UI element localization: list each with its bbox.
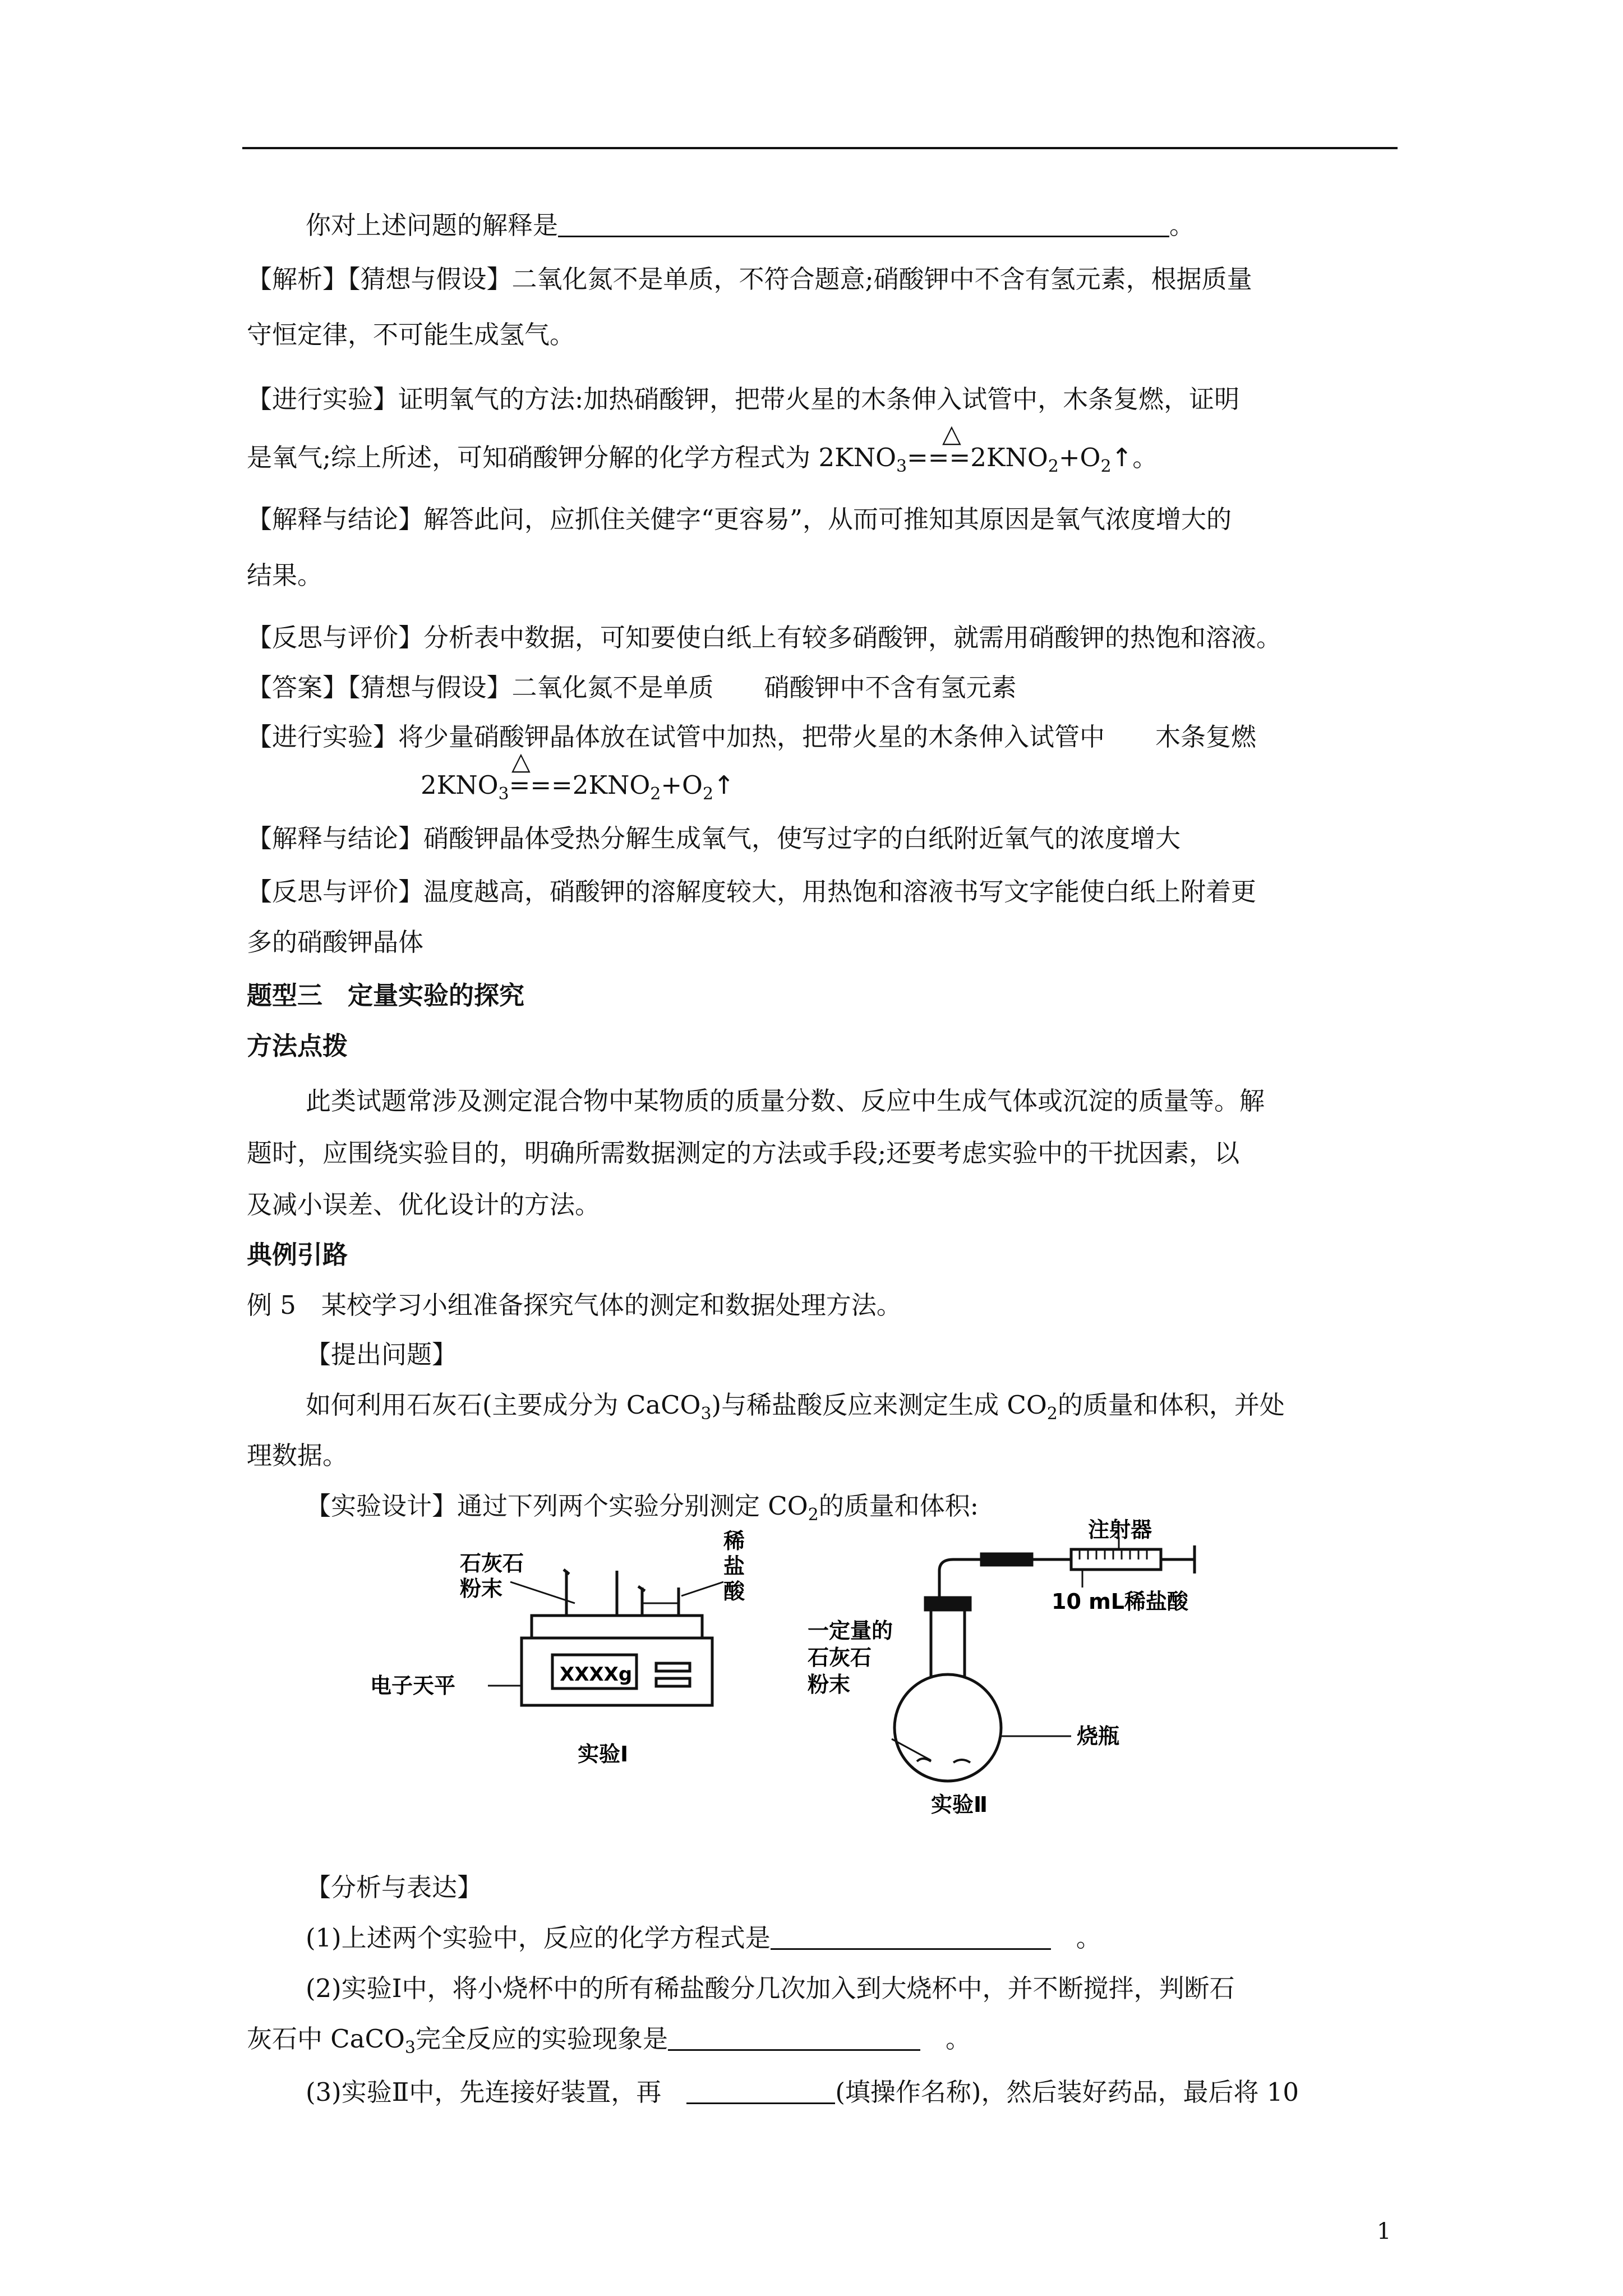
formula: 2KNO — [818, 443, 896, 472]
text-line: 此类试题常涉及测定混合物中某物质的质量分数、反应中生成气体或沉淀的质量等。解 — [306, 1086, 1265, 1116]
gas-arrow-icon: ↑ — [1111, 443, 1133, 472]
text: 完全反应的实验现象是 — [415, 2024, 668, 2054]
text-line: 结果。 — [247, 560, 323, 590]
subscript: 2 — [650, 784, 661, 804]
formula: 2KNO — [970, 443, 1048, 472]
label-syringe: 注射器 — [1088, 1517, 1152, 1542]
text-line — [306, 2076, 1299, 2109]
text: 灰石中 CaCO — [247, 2024, 405, 2054]
label-balance: 电子天平 — [370, 1673, 456, 1698]
balance-button-icon — [656, 1663, 690, 1671]
formula: 2KNO — [421, 770, 499, 800]
label-flask: 烧瓶 — [1077, 1724, 1120, 1749]
answer-blank — [771, 1924, 1051, 1950]
label-sample: 粉末 — [808, 1672, 851, 1697]
label-acid: 酸 — [723, 1579, 745, 1604]
balance-button-icon — [656, 1678, 690, 1686]
formula: +O — [1058, 443, 1101, 472]
text-line: 题时，应围绕实验目的，明确所需数据测定的方法或手段;还要考虑实验中的干扰因素，以 — [247, 1138, 1240, 1168]
text-line: 理数据。 — [247, 1441, 348, 1470]
gas-arrow-icon: ↑ — [713, 770, 735, 800]
label-sample: 一定量的 — [808, 1618, 893, 1643]
label-acid: 盐 — [723, 1554, 745, 1579]
text-line: 【进行实验】将少量硝酸钾晶体放在试管中加热，把带火星的木条伸入试管中 木条复燃 — [247, 722, 1257, 752]
equals: === — [509, 770, 573, 800]
equals: === — [907, 443, 971, 472]
subscript: 2 — [1100, 457, 1112, 476]
text-line: (2)实验Ⅰ中，将小烧杯中的所有稀盐酸分几次加入到大烧杯中，并不断搅拌，判断石 — [306, 1973, 1235, 2003]
text: 你对上述问题的解释是 — [306, 210, 559, 240]
text-line: 【反思与评价】分析表中数据，可知要使白纸上有较多硝酸钾，就需用硝酸钾的热饱和溶液。 — [247, 623, 1282, 652]
text: 。 — [1169, 210, 1195, 240]
section-heading: 典例引路 — [247, 1240, 348, 1269]
heat-symbol-icon: △ — [511, 747, 531, 776]
text: (3)实验Ⅱ中，先连接好装置，再 — [306, 2077, 662, 2107]
balance-top-icon — [532, 1616, 702, 1638]
subscript: 2 — [702, 784, 714, 804]
subscript: 3 — [700, 1404, 712, 1424]
text-line — [306, 1921, 1101, 1955]
text: 【实验设计】通过下列两个实验分别测定 CO — [306, 1491, 808, 1521]
text-line: 【进行实验】证明氧气的方法:加热硝酸钾，把带火星的木条伸入试管中，木条复燃，证明 — [247, 384, 1240, 414]
subscript: 3 — [896, 457, 907, 476]
label-acid-volume: 10 mL稀盐酸 — [1052, 1589, 1188, 1614]
formula: +O — [661, 770, 703, 800]
section-heading: 题型三 定量实验的探究 — [247, 981, 525, 1010]
text: 是氧气;综上所述，可知硝酸钾分解的化学方程式为 — [247, 443, 811, 472]
label-powder: 粉末 — [460, 1576, 503, 1601]
label-acid: 稀 — [723, 1529, 745, 1553]
subscript: 2 — [808, 1505, 819, 1525]
answer-blank — [558, 211, 1169, 237]
text: (填操作名称)，然后装好药品，最后将 10 — [835, 2077, 1299, 2107]
formula: 2KNO — [572, 770, 651, 800]
text-line: 【解释与结论】硝酸钾晶体受热分解生成氧气，使写过字的白纸附近氧气的浓度增大 — [247, 823, 1181, 853]
text: 的质量和体积，并处 — [1057, 1390, 1285, 1420]
text-line — [247, 2022, 971, 2065]
text-line: 例 5 某校学习小组准备探究气体的测定和数据处理方法。 — [247, 1290, 902, 1320]
text-line: 【提出问题】 — [306, 1340, 458, 1369]
text-line: 【反思与评价】温度越高，硝酸钾的溶解度较大，用热饱和溶液书写文字能使白纸上附着更 — [247, 877, 1257, 907]
text-line: 【分析与表达】 — [306, 1872, 483, 1902]
chem-equation — [421, 769, 735, 811]
small-beaker-icon — [642, 1588, 679, 1616]
text: 。 — [946, 2024, 971, 2054]
text: 。 — [1132, 443, 1158, 472]
large-beaker-icon — [566, 1571, 617, 1616]
label-sample: 石灰石 — [808, 1645, 872, 1670]
text-line — [306, 209, 1195, 242]
text: (1)上述两个实验中，反应的化学方程式是 — [306, 1923, 771, 1953]
subscript: 3 — [404, 2038, 416, 2058]
subscript: 2 — [1046, 1404, 1058, 1424]
flask-icon — [895, 1674, 1001, 1781]
text-line: 【解释与结论】解答此问，应抓住关健字“更容易”，从而可推知其原因是氧气浓度增大的 — [247, 504, 1232, 534]
subscript: 2 — [1048, 457, 1059, 476]
stopper-icon — [925, 1598, 970, 1610]
header-rule — [242, 147, 1398, 149]
text: 的质量和体积: — [818, 1491, 979, 1521]
heat-symbol-icon: △ — [942, 420, 961, 448]
text-line — [306, 1489, 979, 1532]
text-line — [247, 441, 1158, 484]
rubber-tube-icon — [981, 1554, 1032, 1565]
text: 。 — [1076, 1923, 1101, 1953]
caption-exp2: 实验Ⅱ — [931, 1792, 988, 1817]
text-line: 守恒定律，不可能生成氢气。 — [247, 320, 575, 349]
answer-blank — [686, 2078, 835, 2104]
text: 如何利用石灰石(主要成分为 CaCO — [306, 1390, 701, 1420]
label-limestone: 石灰石 — [460, 1551, 524, 1576]
answer-blank — [668, 2024, 920, 2051]
caption-exp1: 实验Ⅰ — [578, 1742, 629, 1766]
text-line: 及减小误差、优化设计的方法。 — [247, 1190, 601, 1220]
syringe-scale-icon — [1080, 1549, 1147, 1559]
text-line — [306, 1388, 1285, 1431]
subscript: 3 — [498, 784, 509, 804]
page-number: 1 — [1377, 2219, 1391, 2244]
flask-neck-icon — [931, 1604, 965, 1677]
text-line: 【解析】【猜想与假设】二氧化氮不是单质，不符合题意;硝酸钾中不含有氢元素，根据质量 — [247, 264, 1252, 294]
text-line: 多的硝酸钾晶体 — [247, 927, 424, 957]
plunger-icon — [1161, 1545, 1195, 1573]
balance-display-text: XXXXg — [560, 1663, 633, 1686]
text-line: 【答案】【猜想与假设】二氧化氮不是单质 硝酸钾中不含有氢元素 — [247, 673, 1017, 702]
experiment-figure — [370, 1517, 1234, 1829]
chem-equation — [818, 443, 1158, 476]
section-heading: 方法点拨 — [247, 1031, 348, 1061]
tube-icon — [939, 1559, 981, 1598]
text: )与稀盐酸反应来测定生成 CO — [711, 1390, 1047, 1420]
